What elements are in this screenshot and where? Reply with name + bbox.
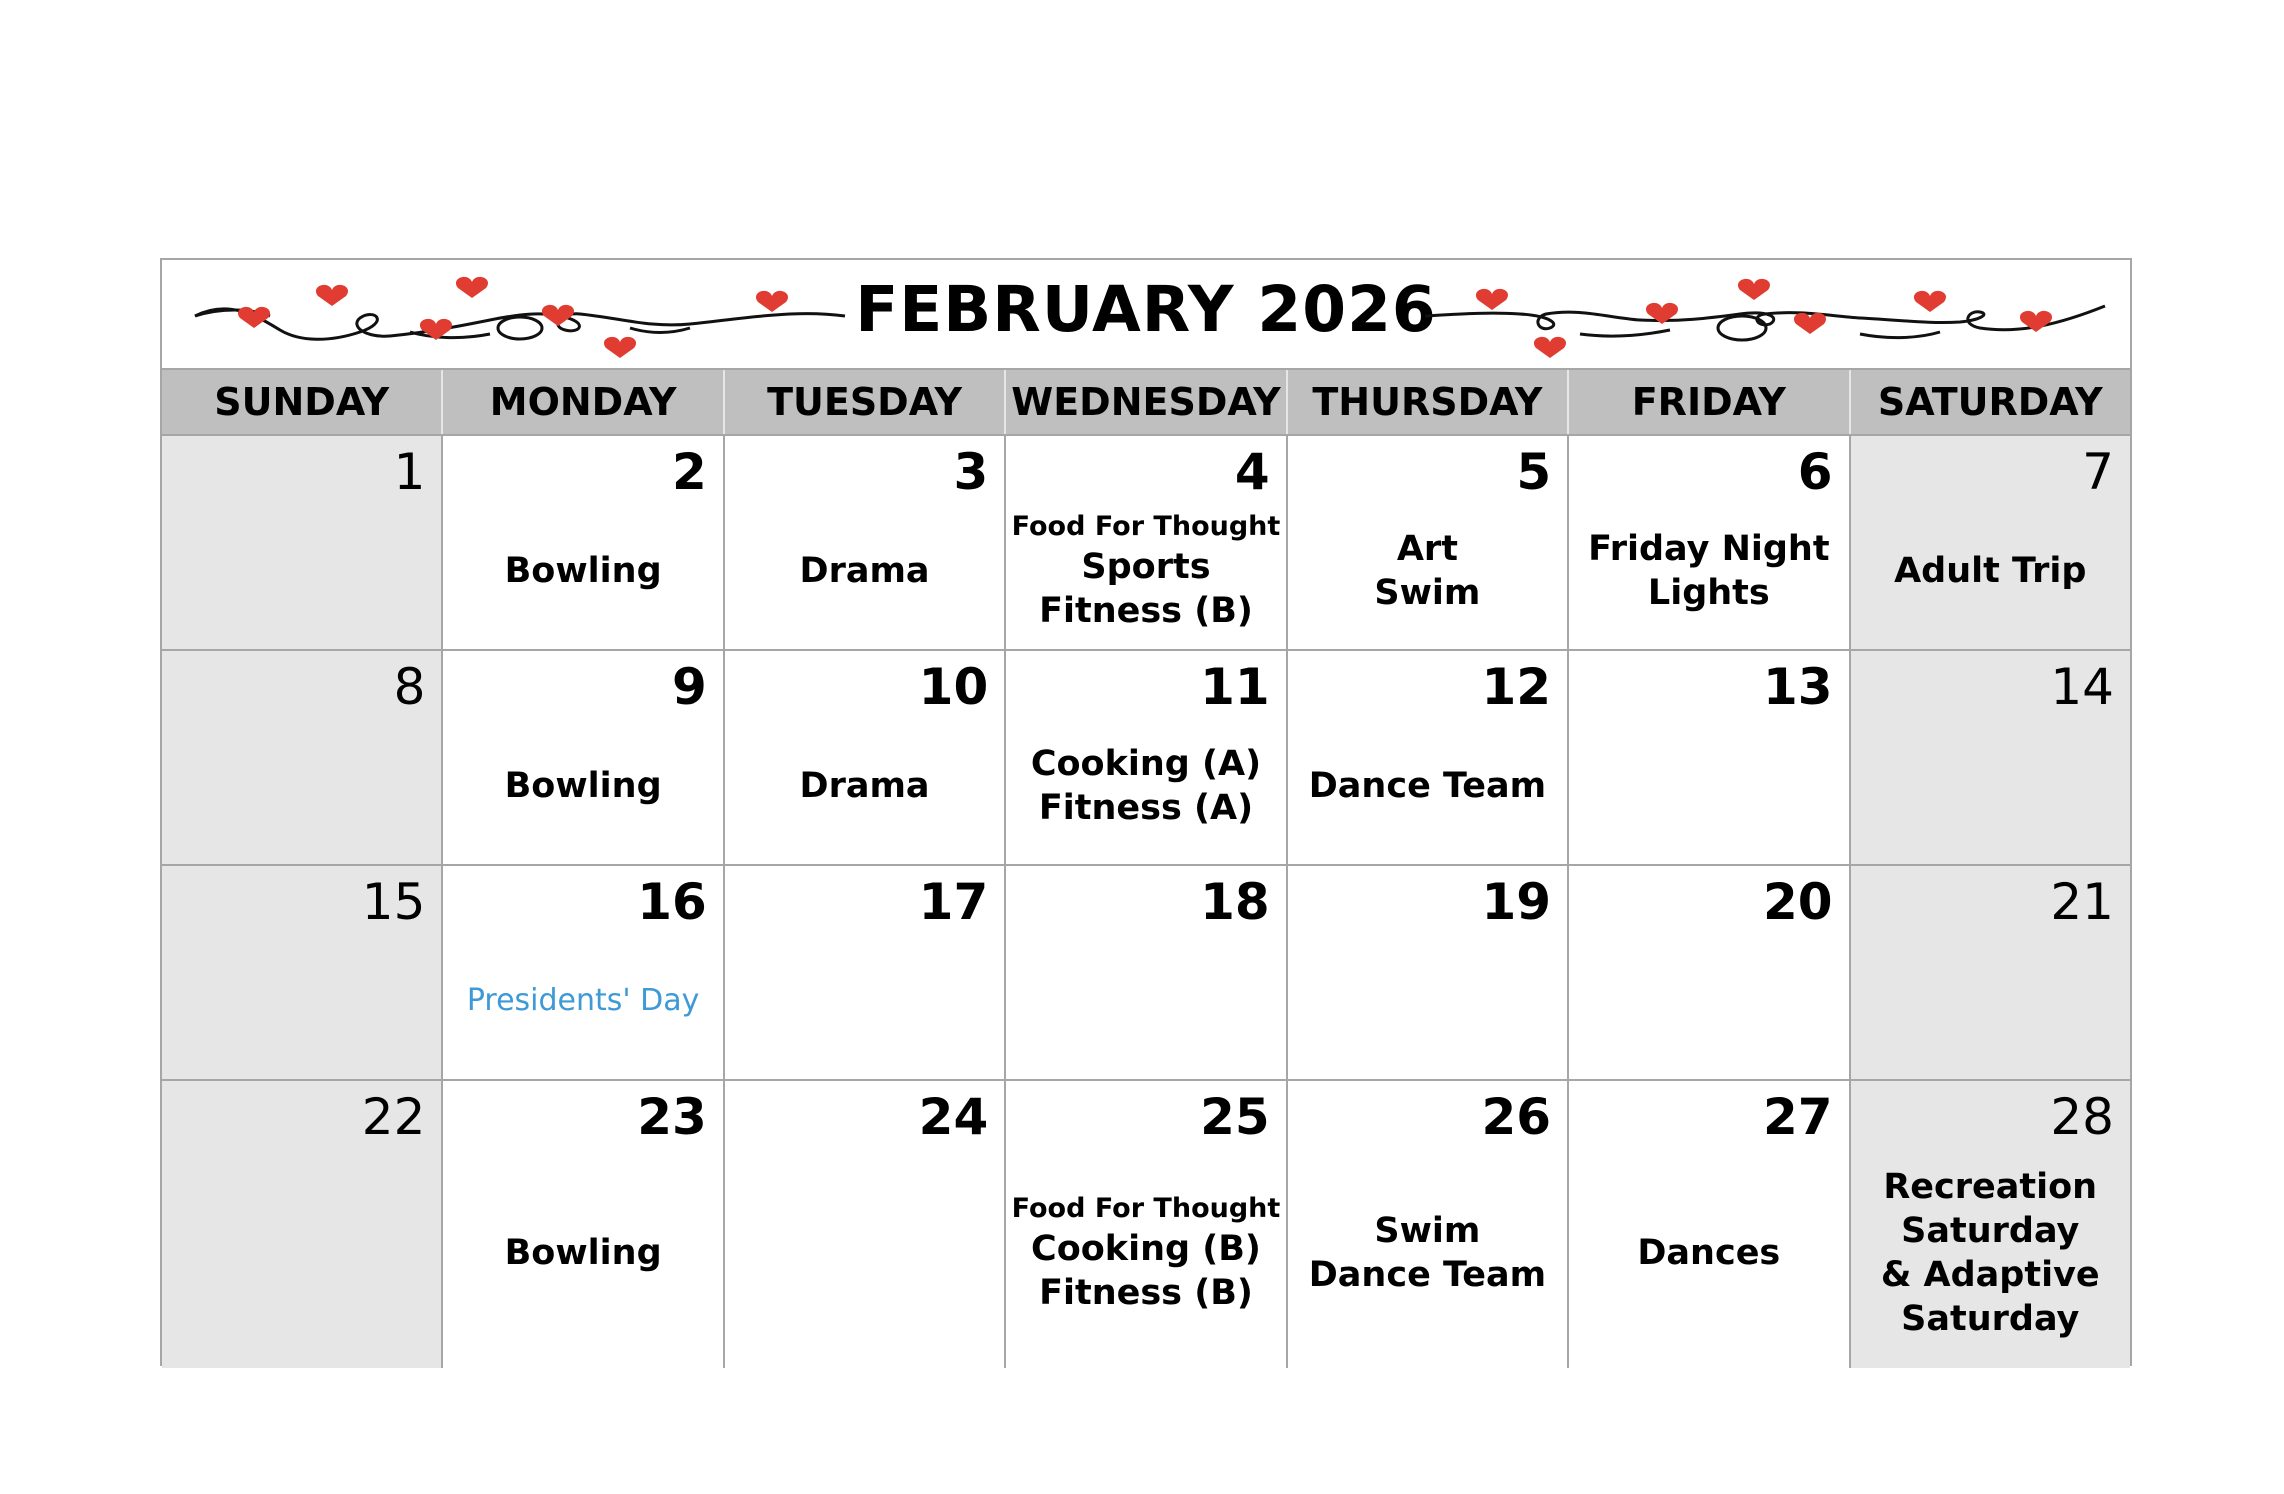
day-cell bbox=[1006, 866, 1287, 1079]
event-label: Friday Night bbox=[1588, 528, 1830, 569]
day-number: 7 bbox=[2082, 443, 2114, 501]
event-label: Cooking (A) bbox=[1030, 743, 1262, 784]
event-list bbox=[1292, 496, 1563, 645]
dow-sunday: SUNDAY bbox=[162, 370, 443, 434]
calendar-grid bbox=[162, 436, 2130, 1364]
day-cell bbox=[162, 1081, 443, 1368]
day-cell bbox=[1851, 436, 2130, 649]
event-list bbox=[447, 711, 718, 860]
event-label: Food For Thought bbox=[1011, 510, 1281, 542]
event-label: Saturday bbox=[1901, 1210, 2080, 1251]
day-number: 27 bbox=[1762, 1088, 1833, 1146]
day-cell bbox=[725, 1081, 1006, 1368]
day-cell bbox=[1569, 1081, 1850, 1368]
day-number: 11 bbox=[1200, 658, 1270, 716]
day-cell bbox=[1288, 436, 1569, 649]
day-number: 1 bbox=[393, 443, 426, 501]
event-label: Bowling bbox=[504, 1232, 662, 1273]
day-number: 28 bbox=[2050, 1088, 2114, 1146]
event-label: Food For Thought bbox=[1011, 1192, 1281, 1224]
day-cell bbox=[162, 866, 443, 1079]
day-cell bbox=[1569, 651, 1850, 864]
event-list bbox=[1855, 496, 2126, 645]
day-number: 9 bbox=[672, 658, 707, 716]
event-label: Dance Team bbox=[1308, 1254, 1547, 1295]
week-row bbox=[162, 866, 2130, 1081]
event-list bbox=[1855, 1141, 2126, 1364]
day-number: 22 bbox=[361, 1088, 426, 1146]
event-label: Fitness (B) bbox=[1039, 1272, 1253, 1313]
day-cell bbox=[1288, 651, 1569, 864]
week-row bbox=[162, 651, 2130, 866]
day-number: 21 bbox=[2050, 873, 2114, 931]
day-cell bbox=[1006, 651, 1287, 864]
day-cell bbox=[1851, 651, 2130, 864]
day-number: 18 bbox=[1200, 873, 1270, 931]
event-label: Drama bbox=[799, 550, 930, 591]
day-number: 8 bbox=[393, 658, 426, 716]
day-cell bbox=[1851, 1081, 2130, 1368]
event-list bbox=[729, 711, 1000, 860]
dow-wednesday: WEDNESDAY bbox=[1006, 370, 1287, 434]
calendar bbox=[160, 258, 2132, 1366]
day-number: 2 bbox=[672, 443, 707, 501]
event-label: Bowling bbox=[504, 765, 662, 806]
day-number: 6 bbox=[1797, 443, 1833, 501]
event-label: Recreation bbox=[1883, 1166, 2098, 1207]
event-list bbox=[447, 1141, 718, 1364]
page-title: FEBRUARY 2026 bbox=[855, 273, 1437, 346]
dow-tuesday: TUESDAY bbox=[725, 370, 1006, 434]
day-number: 3 bbox=[953, 443, 989, 501]
event-list bbox=[1010, 1141, 1281, 1364]
event-list bbox=[1292, 711, 1563, 860]
day-number: 15 bbox=[361, 873, 426, 931]
day-cell bbox=[443, 436, 724, 649]
day-cell bbox=[162, 436, 443, 649]
day-cell bbox=[1288, 1081, 1569, 1368]
dow-monday: MONDAY bbox=[443, 370, 724, 434]
day-number: 5 bbox=[1516, 443, 1552, 501]
day-number: 14 bbox=[2050, 658, 2114, 716]
day-cell bbox=[1569, 866, 1850, 1079]
event-label: Dance Team bbox=[1308, 765, 1547, 806]
day-number: 23 bbox=[637, 1088, 707, 1146]
holiday-label: Presidents' Day bbox=[466, 982, 700, 1018]
event-label: & Adaptive bbox=[1880, 1254, 2100, 1295]
event-list bbox=[1010, 496, 1281, 645]
event-list bbox=[447, 496, 718, 645]
day-number: 25 bbox=[1200, 1088, 1270, 1146]
week-row bbox=[162, 436, 2130, 651]
day-cell bbox=[1006, 436, 1287, 649]
event-label: Art bbox=[1396, 528, 1458, 569]
event-label: Saturday bbox=[1901, 1298, 2080, 1339]
event-list bbox=[1292, 1141, 1563, 1364]
event-label: Fitness (A) bbox=[1038, 787, 1254, 828]
event-label: Dances bbox=[1637, 1232, 1781, 1273]
event-label: Cooking (B) bbox=[1031, 1228, 1261, 1269]
day-number: 13 bbox=[1762, 658, 1833, 716]
event-label: Sports bbox=[1081, 546, 1211, 587]
event-list bbox=[1010, 711, 1281, 860]
day-cell bbox=[162, 651, 443, 864]
day-number: 26 bbox=[1481, 1088, 1552, 1146]
event-list bbox=[1573, 1141, 1844, 1364]
day-cell bbox=[1288, 866, 1569, 1079]
day-cell bbox=[1569, 436, 1850, 649]
day-number: 17 bbox=[918, 873, 989, 931]
dow-thursday: THURSDAY bbox=[1288, 370, 1569, 434]
event-label: Adult Trip bbox=[1894, 550, 2087, 591]
event-label: Bowling bbox=[504, 550, 662, 591]
day-cell bbox=[725, 436, 1006, 649]
day-number: 19 bbox=[1481, 873, 1552, 931]
day-number: 4 bbox=[1234, 443, 1270, 501]
day-cell bbox=[443, 866, 724, 1079]
event-list bbox=[447, 926, 718, 1075]
event-label: Lights bbox=[1647, 572, 1770, 613]
day-cell bbox=[725, 651, 1006, 864]
calendar-banner bbox=[162, 260, 2130, 370]
day-cell bbox=[725, 866, 1006, 1079]
dow-friday: FRIDAY bbox=[1569, 370, 1850, 434]
day-cell bbox=[1006, 1081, 1287, 1368]
day-cell bbox=[443, 1081, 724, 1368]
day-number: 16 bbox=[637, 873, 707, 931]
event-list bbox=[1573, 496, 1844, 645]
event-list bbox=[729, 496, 1000, 645]
event-label: Swim bbox=[1374, 572, 1481, 613]
day-cell bbox=[443, 651, 724, 864]
week-row bbox=[162, 1081, 2130, 1368]
event-label: Fitness (B) bbox=[1039, 590, 1253, 631]
event-label: Swim bbox=[1374, 1210, 1481, 1251]
event-label: Drama bbox=[799, 765, 930, 806]
day-of-week-header bbox=[162, 370, 2130, 436]
day-number: 24 bbox=[918, 1088, 989, 1146]
dow-saturday: SATURDAY bbox=[1877, 380, 2103, 424]
day-cell bbox=[1851, 866, 2130, 1079]
day-number: 10 bbox=[918, 658, 989, 716]
day-number: 12 bbox=[1481, 658, 1552, 716]
day-number: 20 bbox=[1762, 873, 1833, 931]
heart-vine-decoration bbox=[1420, 268, 2110, 364]
